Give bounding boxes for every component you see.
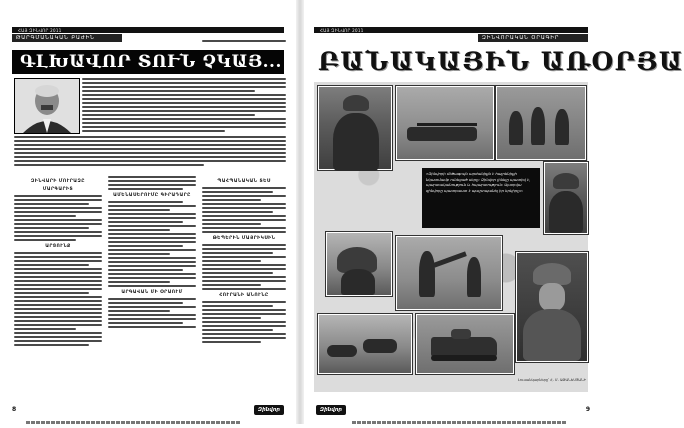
subheading: ԱՄԵՆԱՍԵՐՈՒՄԸ ԳԻՐԱԴԱՐԸ <box>113 193 191 198</box>
right-page <box>306 4 684 418</box>
helmet-icon <box>533 263 571 285</box>
photo-soldier-helmet <box>544 162 588 234</box>
photo-young-soldier <box>516 252 588 362</box>
intro-paragraph <box>82 78 286 134</box>
photo-credit: Լուսանկարները՝ Հ. Մ. ԱԹԱՆԵՍՅԱՆԻ <box>518 378 587 382</box>
footer-rule <box>26 409 246 412</box>
face <box>539 283 565 311</box>
author-portrait <box>14 78 80 134</box>
photo-crawling-soldiers <box>318 314 412 374</box>
portrait-image <box>15 79 79 133</box>
gun-crew <box>407 127 477 141</box>
column-3 <box>202 176 286 398</box>
runner <box>509 111 523 145</box>
magazine-logo: Զինվոր <box>254 405 284 415</box>
footer-rule <box>352 409 572 412</box>
subheading: ՀՈՒՐԱՆԻ ԱՆՈՒՆԸ <box>219 293 269 298</box>
section-label: ԶԻՆՎՈՐԱԿԱՆ ՕՐԱԳԻՐ <box>482 35 560 41</box>
helmet-icon <box>343 95 369 111</box>
soldier-figure <box>333 113 379 171</box>
kicking-leg <box>433 251 467 267</box>
photo-helmet-closeup <box>326 232 392 296</box>
photo-machine-gun <box>396 86 494 160</box>
page-number: 9 <box>585 406 590 413</box>
quote-box: «Զինվորի մեծագույն արժանիքն է հայրենիքի նկատմամբ ունեցած սերը: Զինվոր լինելը պատիվ է, պարտականություն և հպարտություն: Այսօրվա զինվորը պատրաստ է պաշտպանել իր երկիրը»: <box>422 168 540 228</box>
article-title-bar <box>12 50 284 74</box>
crawling-soldier <box>327 345 357 357</box>
fighter <box>419 251 435 297</box>
vehicle-body <box>431 337 497 357</box>
page-number: 8 <box>12 406 17 413</box>
lead-paragraph <box>14 136 286 172</box>
subheading: ԹԵՊԵՐԻՆ ՄԱՅՐԻԿՍԻՆ <box>212 236 276 241</box>
section-label: ԹԱՐԳՄԱՆԱԿԱՆ ԲԱԺԻՆ <box>16 35 95 41</box>
page-spine <box>296 0 304 424</box>
left-page <box>4 4 292 418</box>
photo-running-soldiers <box>496 86 586 160</box>
subheading: ԶԻՆՎԱՐԻ ՄՈՒՐԱԶԸ <box>30 179 86 184</box>
runner <box>555 109 569 145</box>
column-2 <box>108 176 196 398</box>
section-strip <box>12 34 122 42</box>
soldier-figure <box>549 191 583 233</box>
spread-title: ԲԱՆԱԿԱՅԻՆ ԱՌՕՐՅԱ <box>318 47 684 76</box>
photo-soldier-portrait <box>318 86 392 170</box>
article-title: ԳԼԽԱՎՈՐ ՏՈՒՆ ՉԿԱՅ... <box>20 52 282 72</box>
running-header: ՀԱՅ ԶԻՆՎՈՐ 2011 <box>320 28 364 33</box>
vehicle-tracks <box>431 355 497 361</box>
column-3-top <box>202 40 286 48</box>
subheading: ԱՐՑՈՒՆՔ <box>45 244 71 249</box>
runner <box>531 107 545 145</box>
magazine-logo: Զինվոր <box>316 405 346 415</box>
subheading: ԱՐԳԱՎԱՆ ՄԻ ՕՐԱՈՒՄ <box>121 290 183 295</box>
helmet-icon <box>553 173 579 189</box>
fighter <box>467 257 481 297</box>
photo-armored-vehicle <box>416 314 514 374</box>
vehicle-turret <box>451 329 471 339</box>
column-1 <box>14 176 102 398</box>
subheading: ՊԱՀՊԱՆԱԿԱՆ ՏԵՍ <box>217 179 271 184</box>
soldier-figure <box>341 269 375 295</box>
running-header: ՀԱՅ ԶԻՆՎՈՐ 2011 <box>18 28 62 33</box>
subheading: ՄԱՐԳԱՐԻՏ <box>42 187 74 192</box>
gun-barrel <box>417 123 477 126</box>
photo-martial-arts <box>396 236 502 310</box>
crawling-soldier <box>363 339 397 353</box>
section-strip <box>478 34 588 42</box>
soldier-figure <box>523 309 581 361</box>
